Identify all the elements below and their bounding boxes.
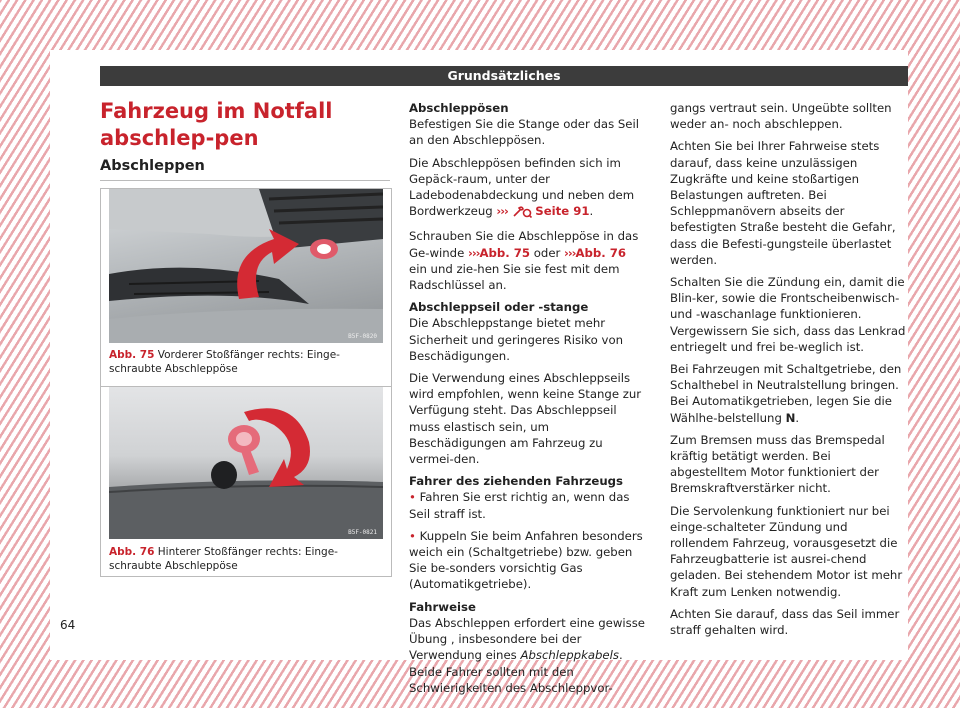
figure-caption	[109, 546, 379, 573]
bullet-icon: •	[409, 528, 416, 543]
page-title: Fahrzeug im Notfall abschlep-pen	[100, 99, 333, 150]
paragraph: Die Abschleppstange bietet mehr Sicherheit und geringeres Risiko von Beschädigungen.	[409, 316, 623, 363]
paragraph-text: oder	[533, 245, 561, 260]
paragraph: Die Verwendung eines Abschleppseils wird empfohlen, wenn keine Stange zur Verfügung steht. Das Abschleppseil muss elastisch sein, um Beschädigungen am Fahrzeug zu vermei-den.	[409, 371, 642, 467]
paragraph: Die Servolenkung funktioniert nur bei einge-schalteter Zündung und rollendem Fahrzeug, vorausgesetzt die Fahrzeugbatterie ist ausrei-chend geladen. Bei stehendem Motor ist mehr Kraft zum Lenken notwendig.	[670, 503, 903, 599]
punctuation: .	[795, 410, 800, 425]
paragraph-text: . Beide Fahrer sollten mit den Schwierigkeiten des Abschleppvor-	[409, 648, 623, 695]
figure-caption-text: Vorderer Stoßfänger rechts: Einge-schraubte Abschleppöse	[109, 349, 340, 375]
figure-caption-text: Hinterer Stoßfänger rechts: Einge-schraubte Abschleppöse	[109, 546, 338, 572]
paragraph: Schalten Sie die Zündung ein, damit die Blin-ker, sowie die Frontscheibenwisch- und -waschanlage funktionieren. Vergewissern Sie sich, dass das Lenkrad entriegelt und frei be-weglich ist.	[670, 275, 906, 354]
list-item-text: Fahren Sie erst richtig an, wenn das Seil straff ist.	[409, 490, 630, 521]
paragraph	[409, 615, 645, 696]
heading-fahrweise: Fahrweise	[409, 599, 476, 614]
rear-bumper-illustration	[109, 387, 383, 539]
figure-label: Abb. 76	[109, 546, 155, 558]
figure-caption	[109, 349, 379, 376]
paragraph-text: Das Abschleppen erfordert eine gewisse Übung , insbesondere bei der Verwendung eines	[409, 615, 645, 663]
reference-arrows: ›››	[564, 245, 576, 260]
page-number: 64	[60, 618, 76, 632]
paragraph-text: Die Abschleppösen befinden sich im Gepäck-raum, unter der Ladebodenabdeckung und neben dem Bordwerkzeug	[409, 155, 635, 219]
figure-label: Abb. 75	[109, 349, 155, 361]
paragraph: Befestigen Sie die Stange oder das Seil an den Abschleppösen.	[409, 117, 639, 148]
figure-76	[100, 386, 392, 577]
list-item	[409, 489, 645, 521]
figure-code: B5F-0821	[348, 529, 377, 536]
paragraph-text: Bei Fahrzeugen mit Schaltgetriebe, den Schalthebel in Neutralstellung bringen. Bei Automatikgetrieben, legen Sie die Wählhe-belstellung	[670, 362, 902, 425]
paragraph: Achten Sie bei Ihrer Fahrweise stets darauf, dass keine unzulässigen Zugkräfte und keine stoßartigen Belastungen auftreten. Bei Schleppmanövern abseits der befestigten Straße besteht die Gefahr, dass die Befesti-gungsteile überlastet werden.	[670, 139, 896, 267]
tool-kit-icon	[512, 206, 532, 222]
section-header: Grundsätzliches	[100, 66, 908, 86]
paragraph: Achten Sie darauf, dass das Seil immer straff gehalten wird.	[670, 606, 900, 638]
heading-fahrer: Fahrer des ziehenden Fahrzeugs	[409, 474, 623, 489]
heading-abschleppoesen: Abschleppösen	[409, 101, 509, 115]
subtitle-divider	[100, 180, 390, 181]
front-bumper-photo	[109, 189, 383, 343]
paragraph	[409, 228, 645, 293]
rear-bumper-photo	[109, 387, 383, 539]
figure-reference-link[interactable]: Abb. 76	[575, 245, 627, 260]
bullet-icon: •	[409, 490, 416, 505]
list-item-text: Kuppeln Sie beim Anfahren besonders weich ein (Schaltgetriebe) bzw. geben Sie be-sonders vorsichtig Gas (Automatikgetriebe).	[409, 528, 643, 592]
section-subtitle: Abschleppen	[100, 158, 205, 174]
reference-arrows: ›››	[468, 245, 480, 260]
page-reference-link[interactable]: Seite 91	[535, 204, 590, 219]
paragraph	[409, 155, 645, 223]
list-item	[409, 528, 645, 593]
punctuation: .	[589, 204, 594, 219]
figure-reference-link[interactable]: Abb. 75	[479, 245, 531, 260]
paragraph-text: Schrauben Sie die Abschleppöse in das Ge-winde	[409, 229, 639, 260]
text-column-right	[670, 100, 906, 644]
paragraph	[670, 361, 906, 426]
paragraph-text: ein und zie-hen Sie sie fest mit dem Radschlüssel an.	[409, 261, 620, 293]
heading-abschleppseil: Abschleppseil oder -stange	[409, 300, 589, 315]
gear-position-n: N	[785, 410, 796, 425]
figure-code: B5F-0820	[348, 333, 377, 340]
manual-page	[50, 50, 908, 695]
figure-75	[100, 188, 392, 388]
emphasis-text: Abschleppkabels	[520, 648, 619, 663]
text-column-middle	[409, 100, 645, 702]
front-bumper-illustration	[109, 189, 383, 343]
paragraph: gangs vertraut sein. Ungeübte sollten weder an- noch abschleppen.	[670, 101, 892, 132]
reference-arrows: ›››	[496, 204, 508, 219]
paragraph: Zum Bremsen muss das Bremspedal kräftig betätigt werden. Bei abgestelltem Motor funktioniert der Bremskraftverstärker nicht.	[670, 432, 885, 496]
